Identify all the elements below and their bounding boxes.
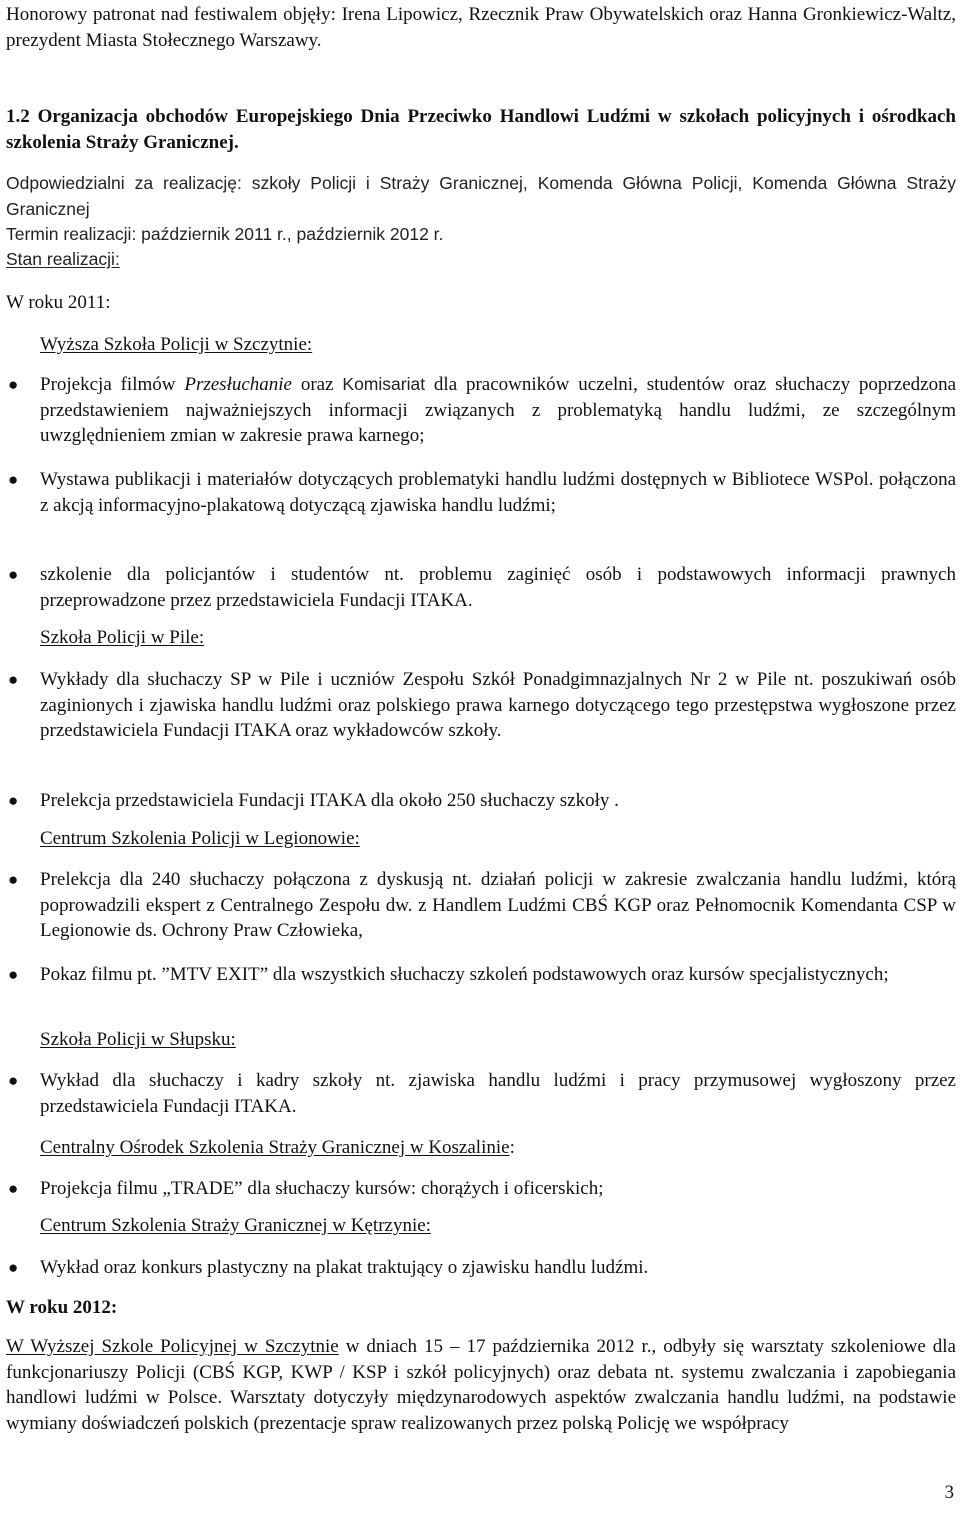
koszalin-title: Centralny Ośrodek Szkolenia Straży Granicznej w Koszalinie: [40,1137,515,1158]
slupsk-title: Szkoła Policji w Słupsku: [40,1029,236,1050]
bullet-icon: ● [8,965,19,984]
bullet-icon: ● [8,670,19,689]
status-label: Stan realizacji: [6,249,120,269]
bullet-icon: ● [8,1179,19,1198]
responsible-value: szkoły Policji i Straży Granicznej, Komenda Główna Policji, Komenda Główna Straży Granicznej [6,173,957,219]
section-heading: 1.2 Organizacja obchodów Europejskiego Dnia Przeciwko Handlowi Ludźmi w szkołach policyjnych i ośrodkach szkolenia Straży Granicznej. [6,106,956,153]
intro-paragraph: Honorowy patronat nad festiwalem objęły: Irena Lipowicz, Rzecznik Praw Obywatelskich oraz Hanna Gronkiewicz-Waltz, prezydent Miasta Stołecznego Warszawy. [6,4,956,51]
list-item: ● Wystawa publikacji i materiałów dotyczących problematyki handlu ludźmi dostępnych w Bibliotece WSPol. połączona z akcją informacyjno-plakatową dotyczącą zjawiska handlu ludźmi; [8,469,956,516]
bullet-icon: ● [8,1258,19,1277]
list-item: ● Pokaz filmu pt. ”MTV EXIT” dla wszystkich słuchaczy szkoleń podstawowych oraz kursów specjalistycznych; [40,962,956,988]
bullet-icon: ● [8,565,19,584]
wspol-title: Wyższa Szkoła Policji w Szczytnie: [40,334,313,355]
list-item: ● Wykład dla słuchaczy i kadry szkoły nt. zjawiska handlu ludźmi i pracy przymusowej wygłoszony przez przedstawiciela Fundacji ITAKA. [8,1070,956,1117]
term-value: październik 2011 r., październik 2012 r. [136,224,444,244]
bullet-icon: ● [8,470,19,489]
list-item: ● Wykłady dla słuchaczy SP w Pile i uczniów Zespołu Szkół Ponadgimnazjalnych Nr 2 w Pile nt. poszukiwań osób zaginionych i zjawiska handlu ludźmi oraz polskiego prawa karnego dotyczącego tego przestępstwa wygłoszone przez przedstawiciela Fundacji ITAKA oraz wykładowców szkoły. [8,669,956,741]
bullet-icon: ● [8,1071,19,1090]
responsible-label: Odpowiedzialni za realizację: [6,173,242,193]
pila-title: Szkoła Policji w Pile: [40,627,205,648]
year-2011-heading: W roku 2011: [6,292,111,313]
list-item: ● Projekcja filmów Przesłuchanie oraz Komisariat dla pracowników uczelni, studentów oraz słuchaczy poprzedzona przedstawieniem najważniejszych informacji związanych z problematyką handlu ludźmi, ze szczególnym uwzględnieniem zmian w zakresie prawa karnego; [8,374,956,446]
term-line [6,222,956,248]
list-item: ● Prelekcja przedstawiciela Fundacji ITAKA dla około 250 słuchaczy szkoły . [40,788,956,814]
responsible-line [6,171,956,222]
status-line [6,247,956,273]
year-2012-paragraph: W Wyższej Szkole Policyjnej w Szczytnie w dniach 15 – 17 października 2012 r., odbyły się warsztaty szkoleniowe dla funkcjonariuszy Policji (CBŚ KGP, KWP / KSP i szkół policyjnych) oraz debata nt. systemu zwalczania i zapobiegania handlowi ludźmi w Polsce. Warsztaty dotyczyły międzynarodowych aspektów zwalczania handlu ludźmi, na podstawie wymiany doświadczeń polskich (prezentacje spraw realizowanych przez polską Policję we współpracy [6,1336,956,1434]
year-2012-heading: W roku 2012: [6,1297,118,1318]
legionowo-title: Centrum Szkolenia Policji w Legionowie: [40,828,360,849]
bullet-icon: ● [8,791,19,810]
list-item: ● Projekcja filmu „TRADE” dla słuchaczy kursów: chorążych i oficerskich; [40,1176,956,1202]
list-item: ● Prelekcja dla 240 słuchaczy połączona z dyskusją nt. działań policji w zakresie zwalczania handlu ludźmi, którą poprowadzili ekspert z Centralnego Zespołu dw. z Handlem Ludźmi CBŚ KGP oraz Pełnomocnik Komendanta CSP w Legionowie ds. Ochrony Praw Człowieka, [8,869,956,941]
list-item: ● szkolenie dla policjantów i studentów nt. problemu zaginięć osób i podstawowych informacji prawnych przeprowadzone przez przedstawiciela Fundacji ITAKA. [8,564,956,611]
list-item: ● Wykład oraz konkurs plastyczny na plakat traktujący o zjawisku handlu ludźmi. [40,1255,956,1281]
bullet-icon: ● [8,870,19,889]
page-number: 3 [944,1482,954,1503]
bullet-icon: ● [8,375,19,394]
term-label: Termin realizacji: [6,224,137,244]
ketrzyn-title: Centrum Szkolenia Straży Granicznej w Kętrzynie: [40,1215,431,1236]
